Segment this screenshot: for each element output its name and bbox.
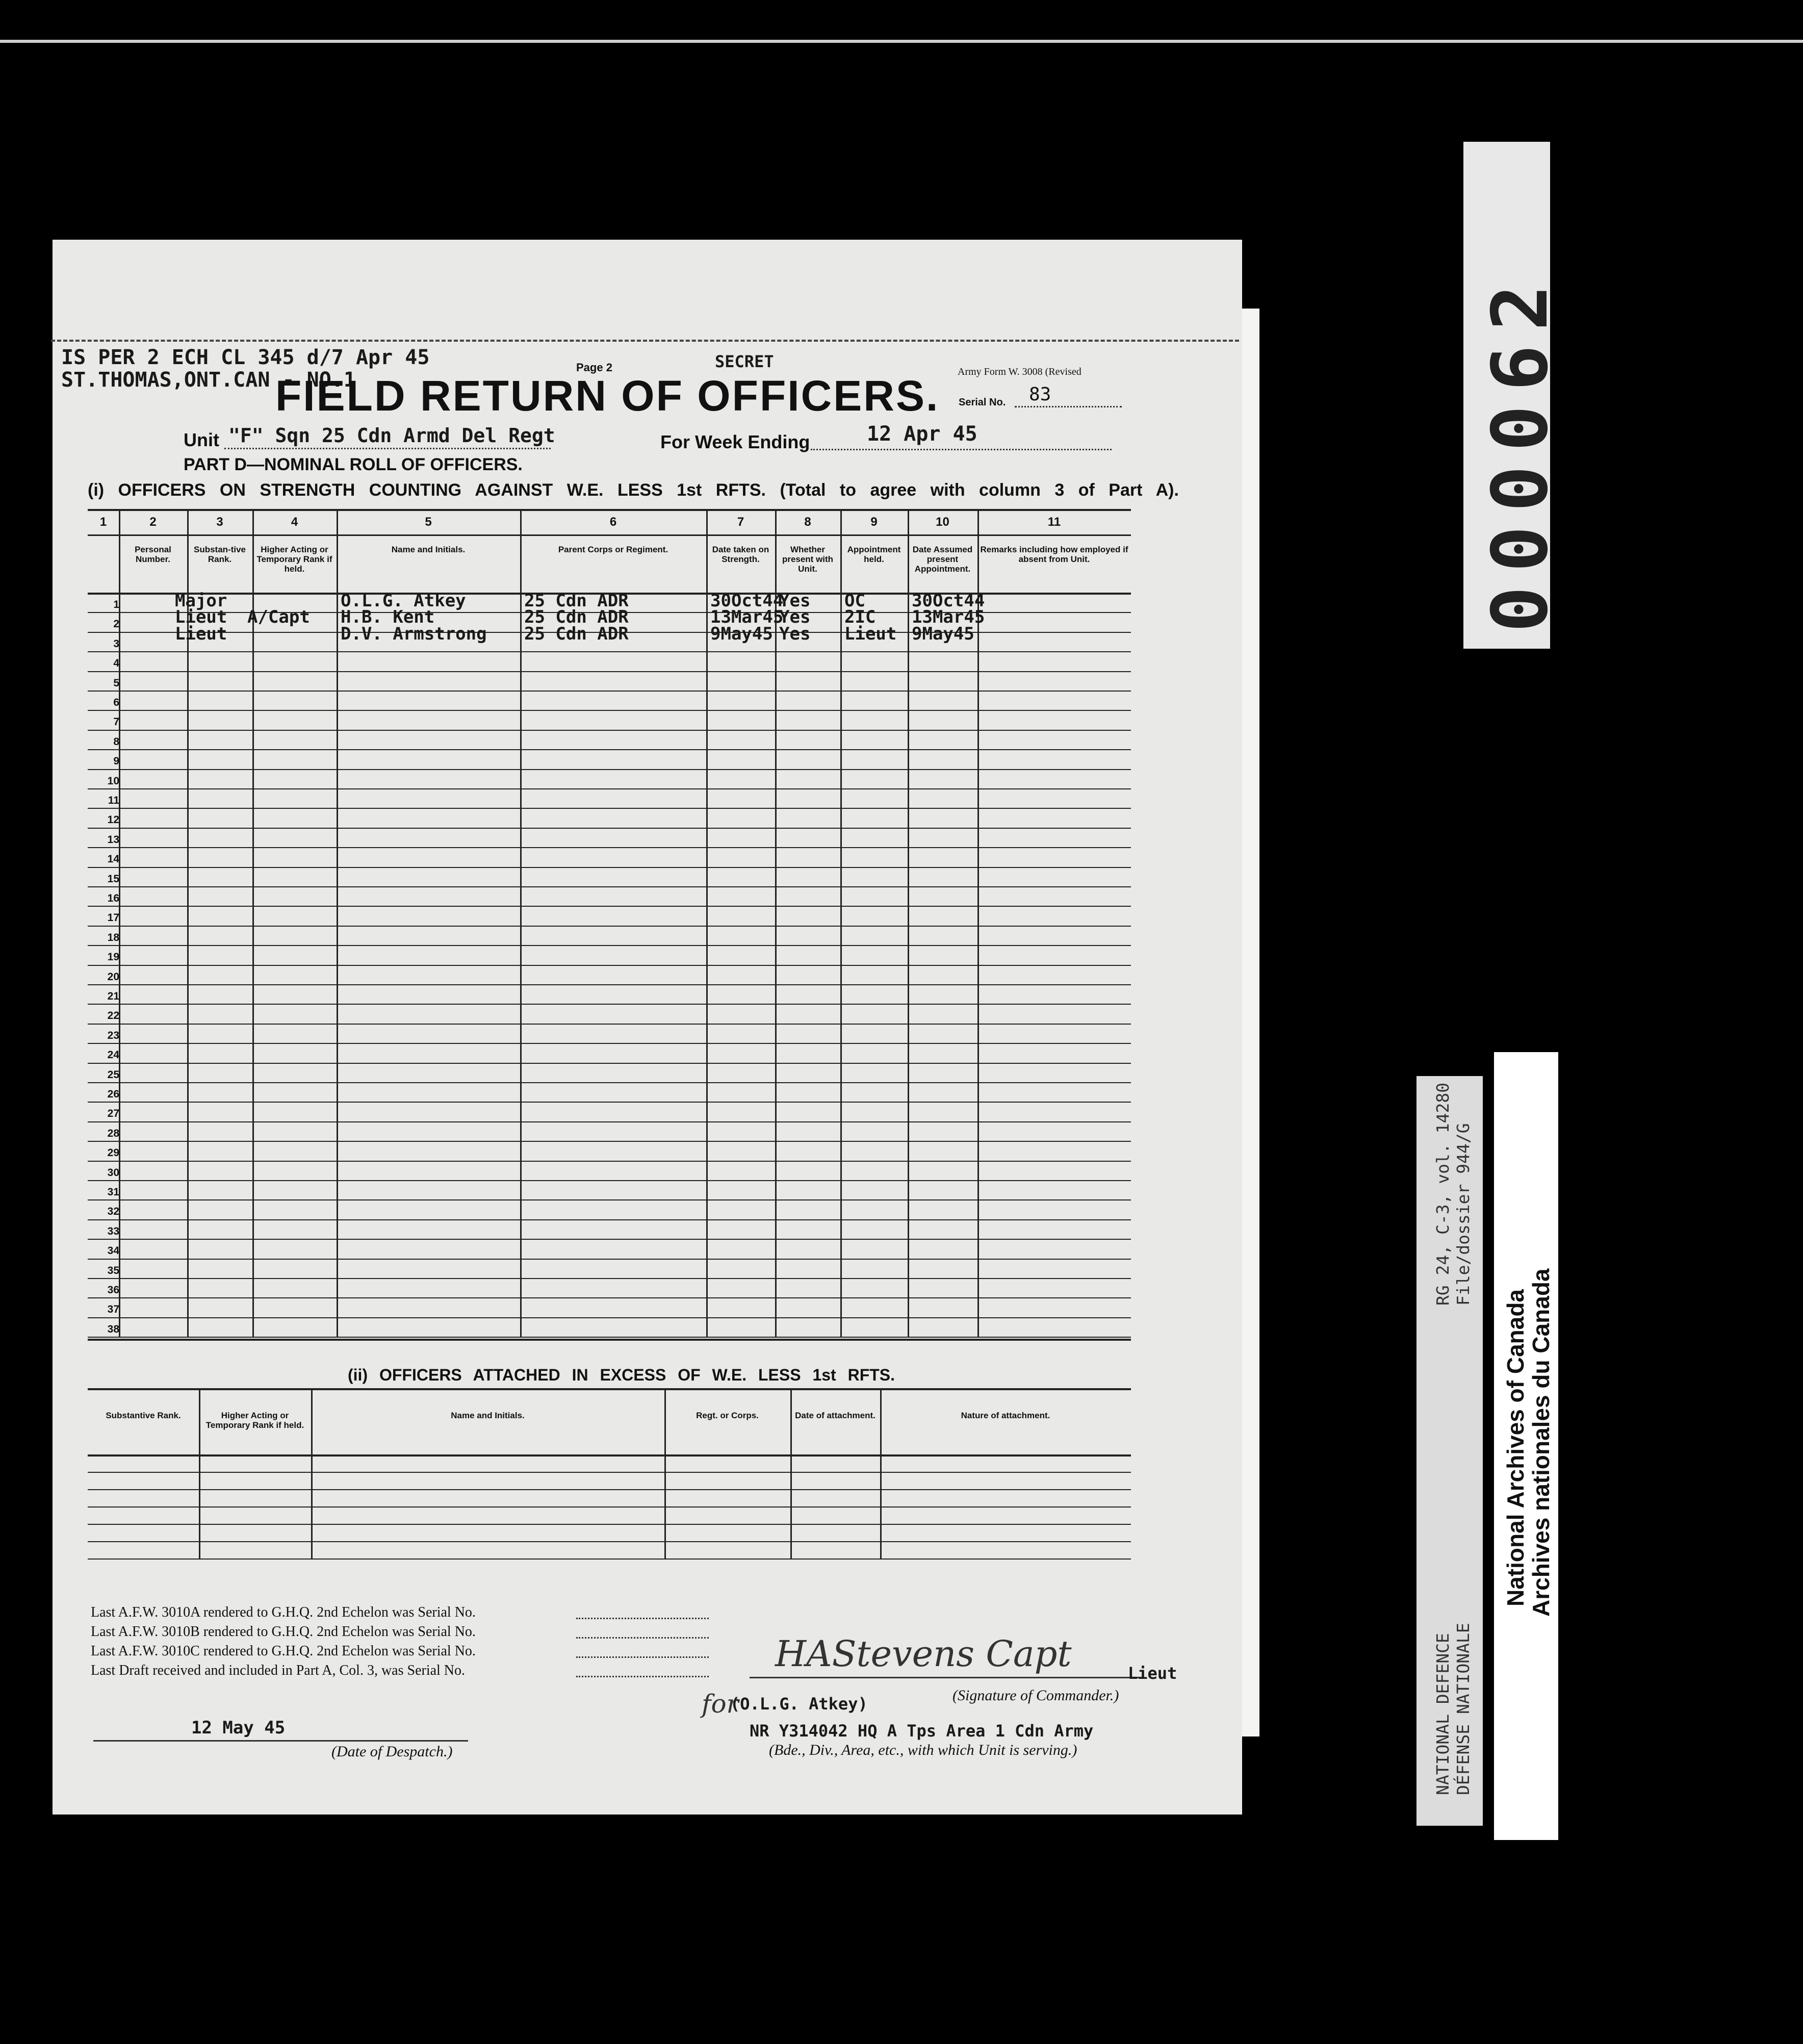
cell-corps: 25 Cdn ADR [524,591,629,611]
commander-signature: HAStevens Capt [775,1633,1072,1675]
row-number: 24 [107,1049,119,1061]
cell-name: D.V. Armstrong [341,623,487,644]
cell-present: Yes [779,591,811,611]
part-d-heading: PART D—NOMINAL ROLL OF OFFICERS. [184,455,523,474]
footer-line-c-blank [576,1656,709,1658]
table-row-line [88,1121,1131,1122]
serial-value: 83 [1029,384,1051,405]
row-number: 20 [107,970,119,983]
week-ending-label: For Week Ending [660,431,810,452]
table-row-line [88,886,1131,887]
cell-rank: Lieut [175,623,227,644]
table-row-line [88,828,1131,829]
cell-present: Yes [779,623,811,644]
table2-row-line [88,1506,1131,1508]
table-row-line [88,1180,1131,1181]
cell-corps: 25 Cdn ADR [524,623,629,644]
row-number: 22 [107,1010,119,1022]
table-row-line [88,1043,1131,1044]
signature-rank: Lieut [1128,1664,1177,1683]
page-edge [1242,309,1259,1736]
table-row-line [88,867,1131,868]
table-row-line [88,710,1131,711]
table-row-line [88,749,1131,750]
row-number: 23 [107,1029,119,1041]
column-header: Name and Initials. [391,545,466,554]
nac-english: National Archives of Canada [1502,1289,1529,1606]
table-row-line [88,651,1131,652]
table-column-line [775,509,777,1337]
table2-column-header: Name and Initials. [451,1411,525,1420]
column-number: 6 [609,515,617,529]
table-row-line [88,1102,1131,1103]
table2-column-header: Substantive Rank. [106,1411,181,1420]
cell-date-appt: 13Mar45 [912,607,985,628]
secret-stamp: SECRET [715,352,774,371]
table-numbers-line [88,534,1131,536]
table-column-line [706,509,708,1337]
cell-appt: Lieut [844,623,897,644]
column-header: Date taken on Strength. [712,545,769,564]
row-number: 17 [107,912,119,924]
table2-row-line [88,1541,1131,1542]
table2-row-line [88,1558,1131,1560]
table2-top-line [88,1388,1131,1390]
row-number: 8 [113,735,119,748]
table-row-line [88,671,1131,672]
row-number: 33 [107,1225,119,1237]
table-row-line [88,945,1131,946]
rg-reference: RG 24, C-3, vol. 14280 [1433,1082,1453,1306]
defense-nationale-text: DÉFENSE NATIONALE [1453,1623,1473,1795]
column-number: 7 [737,515,744,529]
row-number: 12 [107,814,119,826]
column-header: Appointment held. [847,545,901,564]
perforation-line [51,340,1239,342]
cell-present: Yes [779,607,811,628]
table-row-line [88,730,1131,731]
table-column-line [977,509,979,1337]
table2-row-line [88,1489,1131,1490]
column-header: Substan-tive Rank. [193,545,246,564]
formation-label: (Bde., Div., Area, etc., with which Unit is serving.) [769,1742,1077,1758]
table-column-line [840,509,842,1337]
row-number: 36 [107,1284,119,1296]
signature-line [750,1677,1142,1678]
for-handwritten: for [702,1689,739,1719]
table2-column-header: Date of attachment. [795,1411,875,1420]
footer-line-b: Last A.F.W. 3010B rendered to G.H.Q. 2nd Echelon was Serial No. [91,1624,476,1640]
column-header: Parent Corps or Regiment. [558,545,668,554]
despatch-underline [93,1740,468,1742]
despatch-label: (Date of Despatch.) [331,1743,453,1760]
row-number: 2 [113,618,119,630]
row-number: 7 [113,716,119,728]
table-row-line [88,984,1131,985]
national-defence-text: NATIONAL DEFENCE [1433,1633,1453,1795]
despatch-date: 12 May 45 [191,1718,286,1738]
table2-column-line [664,1388,666,1558]
row-number: 16 [107,892,119,904]
row-number: 28 [107,1127,119,1139]
week-ending-value: 12 Apr 45 [867,422,977,446]
column-number: 10 [936,515,949,529]
unit-underline [224,448,551,449]
table2-column-line [790,1388,792,1558]
table-row-line [88,847,1131,848]
section-ii-heading: (ii) OFFICERS ATTACHED IN EXCESS OF W.E. LESS 1st RFTS. [348,1366,895,1384]
row-number: 15 [107,873,119,885]
table-column-line [337,509,338,1337]
column-number: 8 [804,515,811,529]
table-row-line [88,926,1131,927]
table-row-line [88,1082,1131,1083]
table2-row-line [88,1524,1131,1525]
unit-value: "F" Sqn 25 Cdn Armd Del Regt [228,424,555,447]
row-number: 31 [107,1186,119,1198]
footer-line-b-blank [576,1637,709,1639]
cell-date-appt: 9May45 [912,623,974,644]
table-column-line [252,509,254,1337]
table-row-line [88,1317,1131,1318]
table-row-line [88,1161,1131,1162]
table-row-line [88,1278,1131,1279]
row-number: 5 [113,677,119,689]
signature-label: (Signature of Commander.) [952,1687,1119,1704]
table-row-line [88,1297,1131,1298]
unit-location: NR Y314042 HQ A Tps Area 1 Cdn Army [750,1721,1094,1741]
row-number: 6 [113,697,119,708]
table2-column-header: Regt. or Corps. [696,1411,759,1420]
table2-column-header: Nature of attachment. [961,1411,1050,1420]
footer-line-d: Last Draft received and included in Part A, Col. 3, was Serial No. [91,1663,466,1678]
row-number: 9 [113,755,119,768]
row-number: 11 [108,795,119,806]
table-row-line [88,1337,1131,1338]
row-number: 10 [107,775,119,787]
week-underline [811,449,1112,450]
row-number: 3 [113,637,119,650]
row-number: 19 [107,951,119,963]
table-column-line [908,509,909,1337]
table-row-line [88,1259,1131,1260]
cell-corps: 25 Cdn ADR [524,607,629,628]
column-number: 11 [1047,515,1061,529]
column-header: Whether present with Unit. [782,545,834,574]
table-row-line [88,1024,1131,1025]
row-number: 37 [107,1304,119,1316]
footer-line-d-blank [576,1676,709,1677]
row-number: 30 [107,1166,119,1179]
cell-date-tos: 9May45 [710,623,773,644]
file-reference: File/dossier 944/G [1453,1123,1473,1306]
table-column-line [520,509,522,1337]
table2-row-line [88,1472,1131,1473]
table-row-line [88,1063,1131,1064]
table2-column-line [880,1388,882,1558]
row-number: 35 [107,1264,119,1276]
row-number: 25 [107,1068,119,1081]
row-number: 34 [107,1245,119,1257]
stamp-line-1: IS PER 2 ECH CL 345 d/7 Apr 45 [61,346,430,369]
unit-label: Unit [184,429,219,450]
table-row-line [88,1199,1131,1200]
row-number: 14 [107,853,119,865]
cell-name: H.B. Kent [341,607,435,628]
table-bottom-line [88,1339,1131,1341]
row-number: 27 [107,1108,119,1120]
row-number: 32 [107,1206,119,1218]
cell-appt: 2IC [844,607,876,628]
serial-underline [1015,406,1122,407]
table-row-line [88,769,1131,770]
table2-header-line [88,1454,1131,1457]
column-number: 4 [291,515,298,529]
row-number: 4 [113,657,119,670]
column-number: 9 [870,515,878,529]
cell-date-appt: 30Oct44 [912,591,985,611]
cell-rank: Major [175,591,227,611]
table2-column-line [199,1388,200,1558]
table-row-line [88,788,1131,789]
table-top-line [88,509,1131,511]
column-number: 1 [99,515,107,529]
document-page [53,240,1242,1815]
footer-line-a-blank [576,1618,709,1619]
document-title: FIELD RETURN OF OFFICERS. [275,372,940,420]
footer-line-c: Last A.F.W. 3010C rendered to G.H.Q. 2nd Echelon was Serial No. [91,1643,476,1659]
column-number: 2 [149,515,157,529]
table-row-line [88,691,1131,692]
column-header: Remarks including how employed if absent from Unit. [980,545,1128,564]
table-row-line [88,906,1131,907]
nac-french: Archives nationales du Canada [1528,1268,1554,1617]
row-number: 18 [107,931,119,943]
cell-name: O.L.G. Atkey [341,591,466,611]
row-number: 13 [107,833,119,846]
cell-rank: Lieut [175,607,227,628]
column-header: Date Assumed present Appointment. [912,545,973,574]
column-header: Personal Number. [135,545,171,564]
form-name: Army Form W. 3008 (Revised [958,366,1081,377]
table2-column-line [311,1388,313,1558]
column-number: 3 [216,515,223,529]
row-number: 26 [107,1088,119,1100]
cell-date-tos: 30Oct44 [710,591,784,611]
row-number: 29 [107,1147,119,1159]
section-i-heading: (i) OFFICERS ON STRENGTH COUNTING AGAINST W.E. LESS 1st RFTS. (Total to agree with column 3 of Part A). [88,480,1179,500]
cell-acting: A/Capt [247,607,310,628]
table-row-line [88,1239,1131,1240]
table-row-line [88,1004,1131,1005]
serial-label: Serial No. [959,397,1006,408]
table-row-line [88,1219,1131,1220]
column-number: 5 [425,515,432,529]
for-name: (O.L.G. Atkey) [730,1694,868,1714]
microfilm-top-line [0,40,1803,43]
table-row-line [88,965,1131,966]
footer-line-a: Last A.F.W. 3010A rendered to G.H.Q. 2nd Echelon was Serial No. [91,1604,476,1620]
frame-number: 000062 [1476,270,1565,632]
page-label: Page 2 [576,361,612,374]
cell-appt: OC [844,591,865,611]
column-header: Higher Acting or Temporary Rank if held. [256,545,332,574]
table-row-line [88,808,1131,809]
row-number: 21 [107,990,119,1002]
table-row-line [88,1141,1131,1142]
row-number: 1 [113,599,119,610]
stamp-line-2: ST.THOMAS,ONT.CAN - NO.1 [61,368,356,392]
cell-date-tos: 13Mar45 [710,607,784,628]
row-number: 38 [107,1323,119,1335]
table2-column-header: Higher Acting or Temporary Rank if held. [205,1411,304,1430]
